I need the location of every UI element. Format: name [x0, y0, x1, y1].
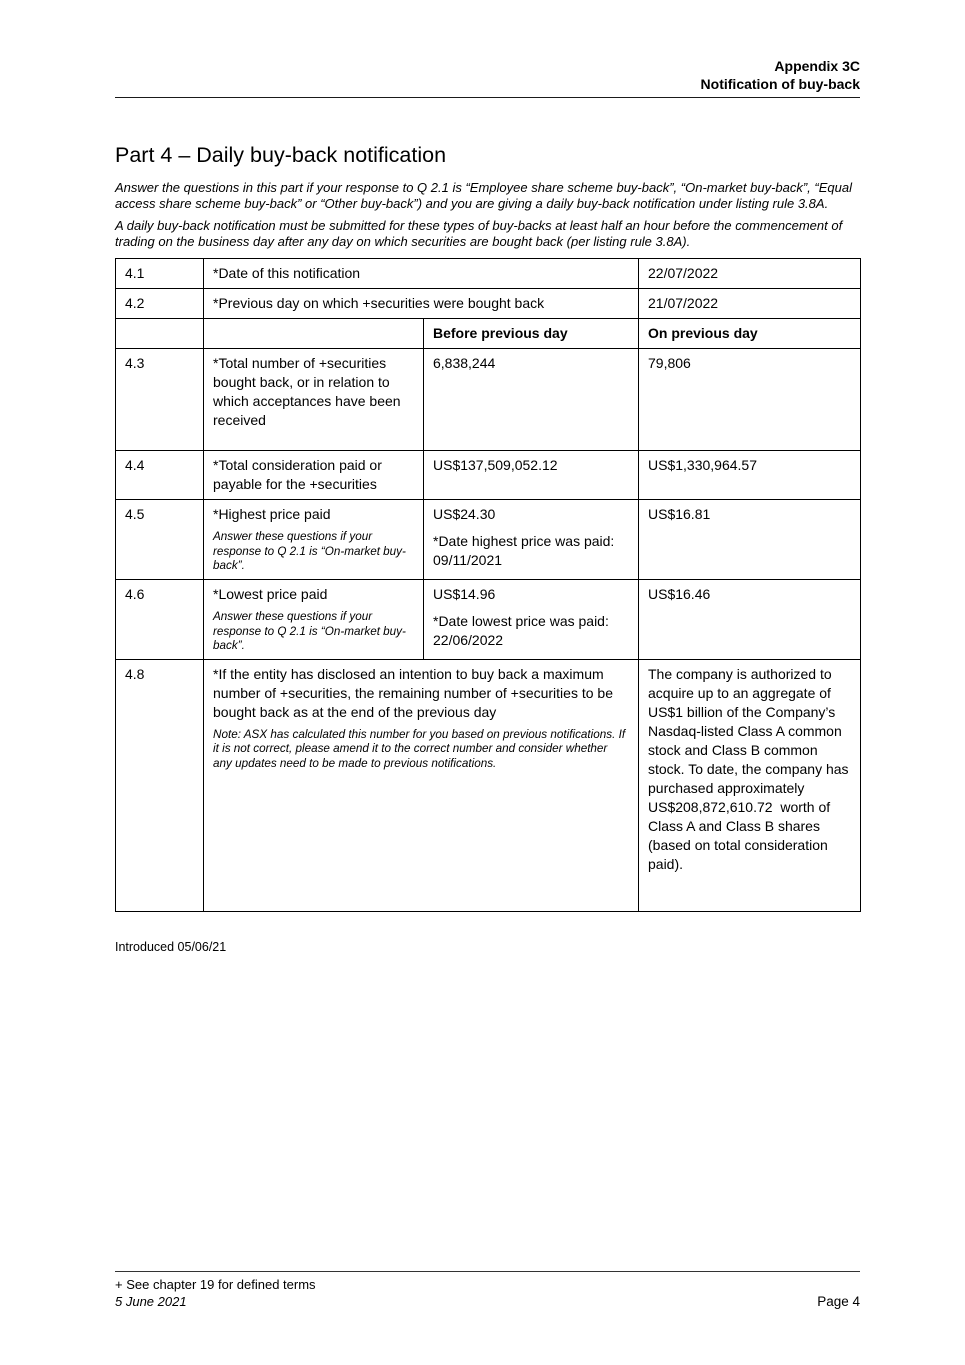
empty-cell: [116, 319, 204, 349]
header-divider: [115, 97, 860, 98]
doc-header: [115, 57, 860, 93]
row-number: 4.4: [116, 451, 204, 500]
table-row-4-4: [116, 451, 861, 500]
row-label: *Date of this notification: [204, 259, 639, 289]
row-value-on: US$16.46: [639, 580, 861, 660]
page-footer: [115, 1271, 860, 1310]
table-header-row: [116, 319, 861, 349]
table-row-4-2: [116, 289, 861, 319]
table-row-4-5: [116, 500, 861, 580]
row-label: *Total number of +securities bought back, or in relation to which acceptances have been received: [204, 349, 424, 451]
value-line: US$14.96: [433, 586, 496, 602]
doc-subtitle: Notification of buy-back: [700, 76, 860, 92]
value-line: US$24.30: [433, 506, 496, 522]
defined-terms-note: + See chapter 19 for defined terms: [115, 1277, 316, 1292]
row-value-before: US$137,509,052.12: [424, 451, 639, 500]
row-label: [204, 580, 424, 660]
buyback-table: [115, 258, 861, 912]
column-header-before: Before previous day: [424, 319, 639, 349]
appendix-label: Appendix 3C: [774, 58, 860, 74]
row-number: 4.8: [116, 659, 204, 911]
page-number: Page 4: [817, 1294, 860, 1309]
row-label-note: Answer these questions if your response to Q 2.1 is “On-market buy-back”.: [213, 530, 406, 572]
row-label-text: *Highest price paid: [213, 506, 331, 522]
row-label-note: Answer these questions if your response to Q 2.1 is “On-market buy-back”.: [213, 610, 406, 652]
intro-paragraph-1: Answer the questions in this part if your response to Q 2.1 is “Employee share scheme buy-back”, “On-market buy-back”, “Equal access share scheme buy-back” or “Other buy-back”) and you are giving a daily buy-back notification under listing rule 3.8A.: [115, 180, 852, 211]
row-label: [204, 659, 639, 911]
row-value-on: US$1,330,964.57: [639, 451, 861, 500]
row-label: [204, 500, 424, 580]
row-label: *Total consideration paid or payable for the +securities: [204, 451, 424, 500]
row-value-on: 79,806: [639, 349, 861, 451]
row-value-before: 6,838,244: [424, 349, 639, 451]
column-header-on: On previous day: [639, 319, 861, 349]
row-value-on: US$16.81: [639, 500, 861, 580]
introduced-note: Introduced 05/06/21: [115, 939, 227, 954]
row-value: 21/07/2022: [639, 289, 861, 319]
footer-left: [115, 1276, 316, 1310]
table-row-4-1: [116, 259, 861, 289]
row-number: 4.2: [116, 289, 204, 319]
part-title: Part 4 – Daily buy-back notification: [115, 143, 447, 167]
footer-date: 5 June 2021: [115, 1294, 187, 1309]
value-date-line: *Date lowest price was paid: 22/06/2022: [433, 613, 609, 648]
table-row-4-8: [116, 659, 861, 911]
table-row-4-3: [116, 349, 861, 451]
row-label-note: Note: ASX has calculated this number for you based on previous notifications. If it is not correct, please amend it to the correct number and consider whether any updates need to be made to previous notifications.: [213, 727, 626, 770]
empty-cell: [204, 319, 424, 349]
row-number: 4.6: [116, 580, 204, 660]
table-row-4-6: [116, 580, 861, 660]
document-page: [115, 0, 860, 954]
row-number: 4.1: [116, 259, 204, 289]
row-value: The company is authorized to acquire up to an aggregate of US$1 billion of the Company’s Nasdaq-listed Class A common stock and Class B common stock. To date, the company has purchased approximately US$208,872,610.72 worth of Class A and Class B shares (based on total consideration paid).: [639, 659, 861, 911]
row-number: 4.3: [116, 349, 204, 451]
intro-paragraph-2: A daily buy-back notification must be submitted for these types of buy-backs at least half an hour before the commencement of trading on the business day after any day on which securities are bought back (per listing rule 3.8A).: [115, 218, 843, 249]
row-label: *Previous day on which +securities were bought back: [204, 289, 639, 319]
row-value: 22/07/2022: [639, 259, 861, 289]
value-date-line: *Date highest price was paid: 09/11/2021: [433, 533, 615, 568]
row-label-text: *If the entity has disclosed an intention to buy back a maximum number of +securities, the remaining number of +securities to be bought back as at the end of the previous day: [213, 665, 613, 720]
row-value-before: [424, 500, 639, 580]
row-value-before: [424, 580, 639, 660]
row-label-text: *Lowest price paid: [213, 586, 328, 602]
row-number: 4.5: [116, 500, 204, 580]
